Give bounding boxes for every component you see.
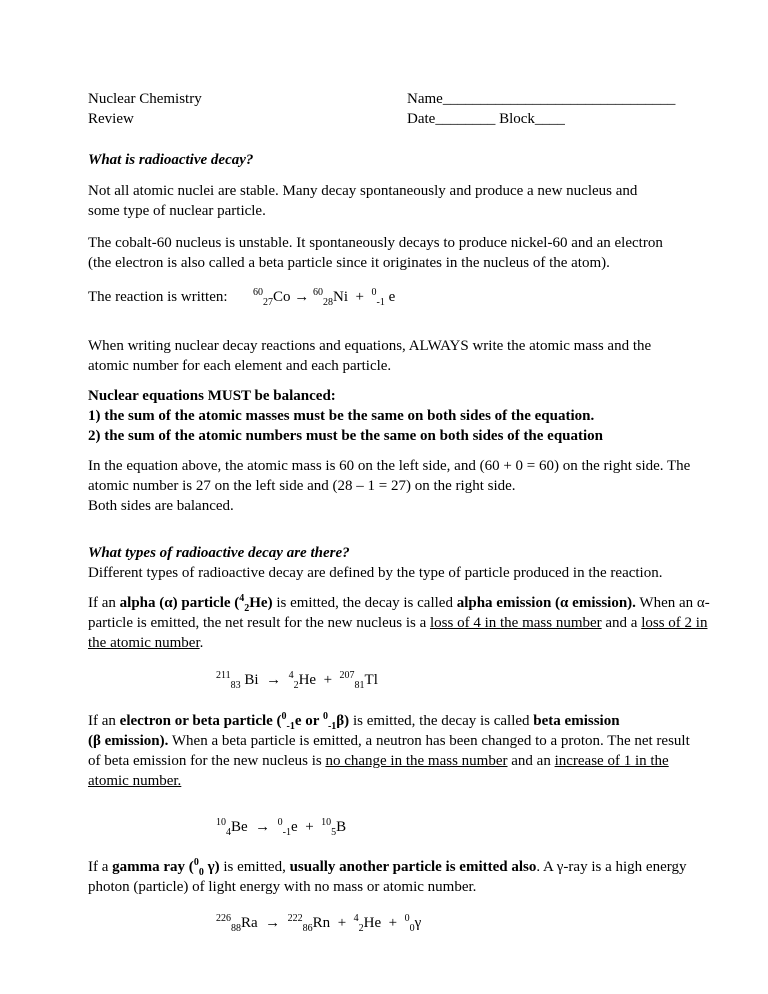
balance-rule-1: 1) the sum of the atomic masses must be the same on both sides of the equation. (88, 408, 595, 424)
date-block-field[interactable]: Date________ Block____ (407, 111, 565, 127)
paragraph-stability: Not all atomic nuclei are stable. Many decay spontaneously and produce a new nucleus and some type of nuclear particle. (88, 183, 638, 219)
gamma-equation: $^{226}_{88}$Ra → $^{222}_{86}$Rn + $^4_2$He + $^0_0$γ (216, 913, 422, 934)
arrow-icon: → (294, 289, 310, 305)
student-info (407, 89, 675, 129)
paragraph-writing-rules: When writing nuclear decay reactions and equations, ALWAYS write the atomic mass and the atomic number for each element and each particle. (88, 338, 652, 374)
paragraph-types-intro: Different types of radioactive decay are defined by the type of particle produced in the reaction. (88, 565, 663, 581)
section-heading-decay: What is radioactive decay? (88, 152, 254, 168)
paragraph-alpha: If an alpha (α) particle ($^4_2$He) is emitted, the decay is called alpha emission (α emission). When an α-particle is emitted, the net result for the new nucleus is a loss of 4 in the mass number and a loss of 2 in the atomic number. (88, 593, 710, 651)
name-field[interactable]: Name_______________________________ (407, 91, 676, 107)
arrow-icon: → (266, 672, 282, 688)
beta-equation: $^{10}_4$Be → $^0_{-1}$e + $^{10}_5$B (216, 817, 347, 838)
cobalt-reaction-equation: $^{60}_{27}$Co → $^{60}_{28}$Ni + $^0_{-1}$ e (253, 287, 396, 308)
arrow-icon: → (255, 819, 271, 835)
alpha-equation: $^{211}_{83}$ Bi → $^4_2$He + $^{207}_{81}$Tl (216, 670, 378, 691)
balance-rules (88, 386, 728, 446)
paragraph-gamma: If a gamma ray ($^0_0$ γ) is emitted, usually another particle is emitted also. A γ-ray is a high energy photon (particle) of light energy with no mass or atomic number. (88, 857, 687, 895)
reaction-label: The reaction is written: (88, 289, 228, 305)
paragraph-cobalt: The cobalt-60 nucleus is unstable. It spontaneously decays to produce nickel-60 and an electron (the electron is also called a beta particle since it originates in the nucleus of the atom). (88, 235, 663, 271)
arrow-icon: → (265, 915, 281, 931)
section-heading-types: What types of radioactive decay are there? (88, 545, 350, 561)
course-line-2: Review (88, 111, 134, 127)
paragraph-balance-check: In the equation above, the atomic mass is 60 on the left side, and (60 + 0 = 60) on the right side. The atomic number is 27 on the left side and (28 – 1 = 27) on the right side. Both sides are balanced. (88, 458, 691, 514)
paragraph-beta: If an electron or beta particle ($^0_{-1}$e or $^0_{-1}$β) is emitted, the decay is called beta emission (β emission). When a beta particle is emitted, a neutron has been changed to a proton. The net result of beta emission for the new nucleus is no change in the mass number and an increase of 1 in the atomic number. (88, 711, 690, 789)
course-line-1: Nuclear Chemistry (88, 91, 202, 107)
course-title (88, 89, 202, 129)
balance-rule-2: 2) the sum of the atomic numbers must be the same on both sides of the equation (88, 428, 604, 444)
balance-rules-title: Nuclear equations MUST be balanced: (88, 388, 336, 404)
